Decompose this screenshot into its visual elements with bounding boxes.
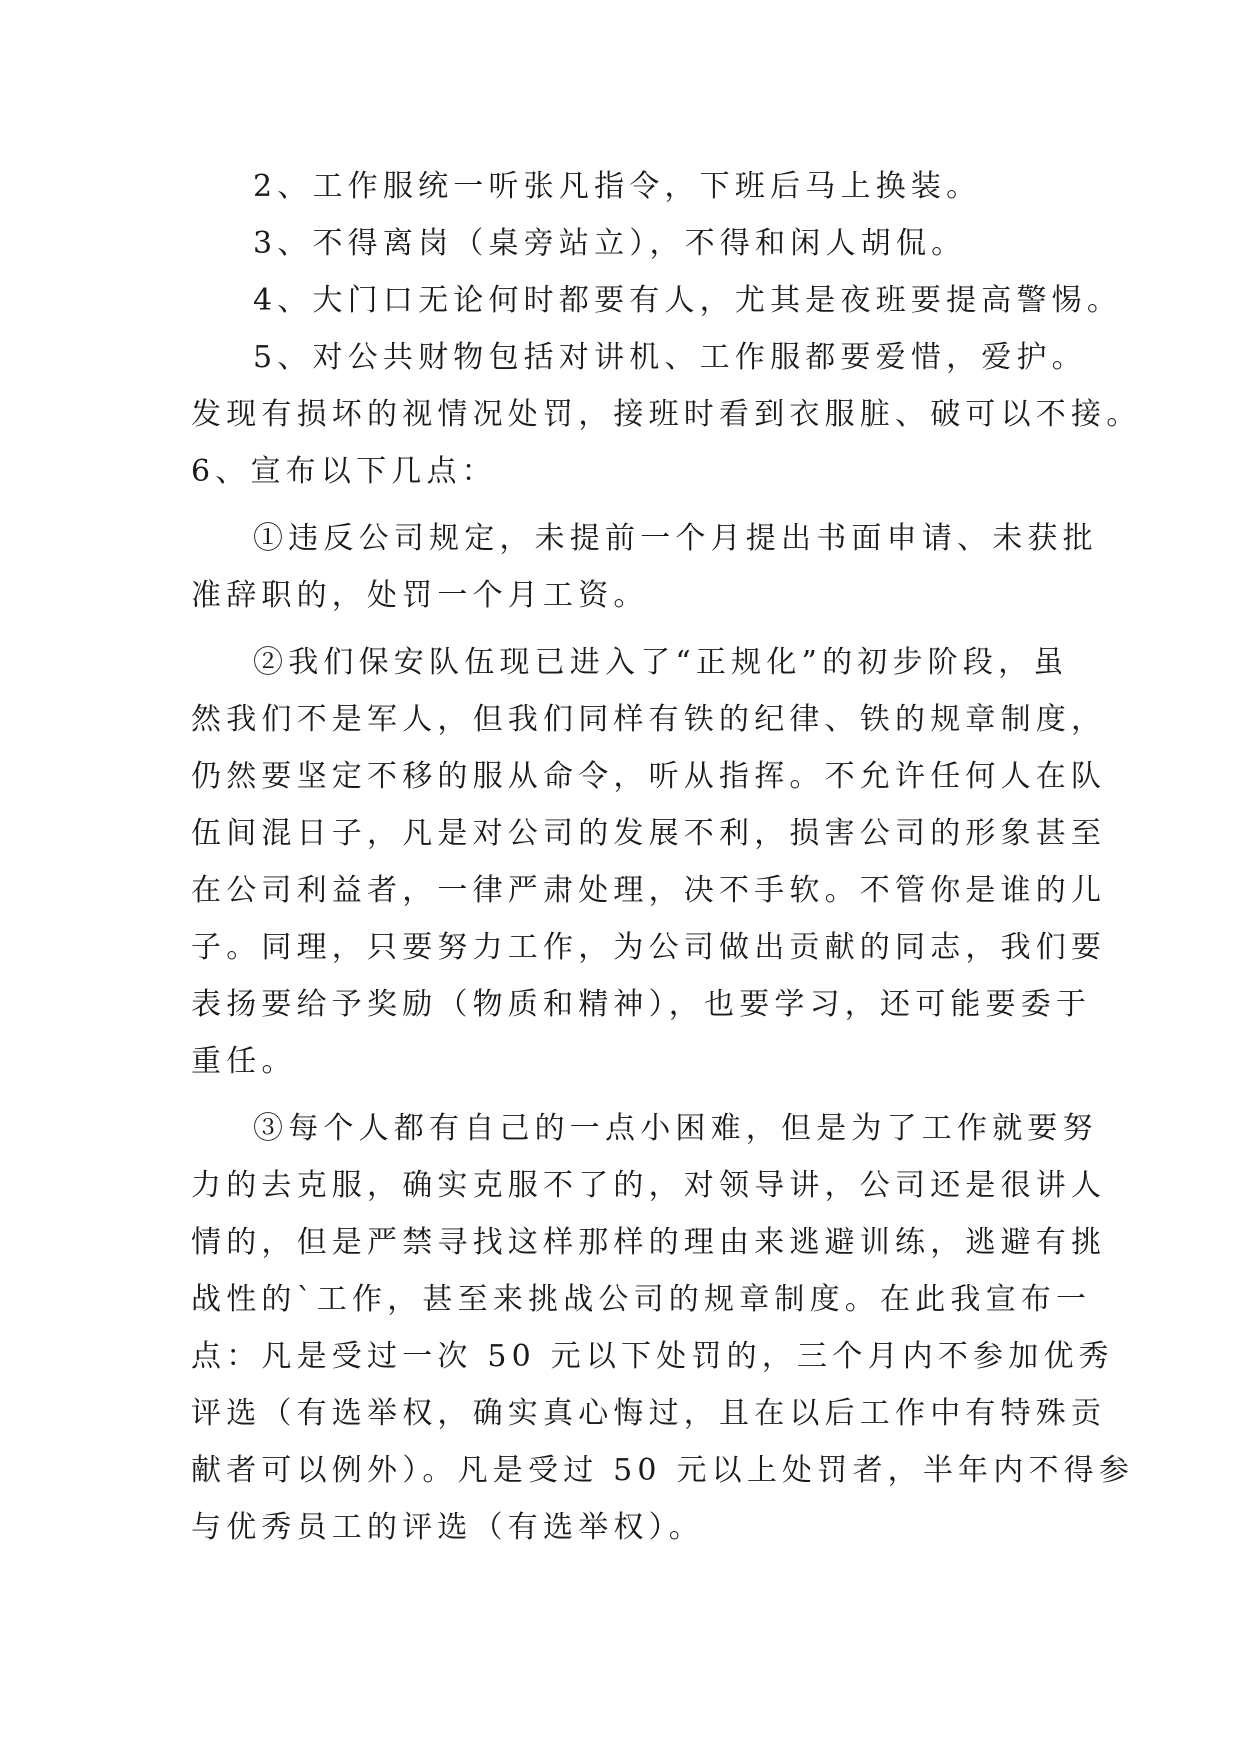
point-3-line-2: 力的去克服，确实克服不了的，对领导讲，公司还是很讲人 [191,1168,1107,1203]
rule-item-5: 5、对公共财物包括对讲机、工作服都要爱惜，爱护。 [253,340,1087,375]
paragraph-gap [191,624,1061,634]
point-2-line-7: 表扬要给予奖励（物质和精神），也要学习，还可能要委于 [191,987,1092,1022]
rule-item-6-heading: 6、宣布以下几点： [191,454,497,489]
point-3-line-7: 献者可以例外）。凡是受过 50 元以上处罚者，半年内不得参 [191,1453,1135,1488]
rule-item-3: 3、不得离岗（桌旁站立），不得和闲人胡侃。 [253,226,967,261]
point-3-line-4: 战性的`工作，甚至来挑战公司的规章制度。在此我宣布一 [191,1282,1092,1317]
document-body [191,158,1142,1556]
point-3-line-1: ③每个人都有自己的一点小困难，但是为了工作就要努 [253,1111,1098,1146]
point-2-line-1: ②我们保安队伍现已进入了“正规化”的初步阶段，虽 [253,645,1069,680]
point-1-line-1: ①违反公司规定，未提前一个月提出书面申请、未获批 [253,521,1098,556]
rule-item-5-continued: 发现有损坏的视情况处罚，接班时看到衣服脏、破可以不接。 [191,397,1142,432]
paragraph-gap [191,500,1061,510]
paragraph-gap [191,1090,1061,1100]
point-3-line-3: 情的，但是严禁寻找这样那样的理由来逃避训练，逃避有挑 [191,1225,1107,1260]
point-2-line-5: 在公司利益者，一律严肃处理，决不手软。不管你是谁的儿 [191,873,1107,908]
rule-item-2: 2、工作服统一听张凡指令，下班后马上换装。 [253,169,982,204]
point-2-line-6: 子。同理，只要努力工作，为公司做出贡献的同志，我们要 [191,930,1107,965]
rule-item-4: 4、大门口无论何时都要有人，尤其是夜班要提高警惕。 [253,283,1123,318]
point-2-line-4: 伍间混日子，凡是对公司的发展不利，损害公司的形象甚至 [191,816,1107,851]
point-2-line-2: 然我们不是军人，但我们同样有铁的纪律、铁的规章制度， [191,702,1107,737]
point-2-line-3: 仍然要坚定不移的服从命令，听从指挥。不允许任何人在队 [191,759,1107,794]
point-3-line-8: 与优秀员工的评选（有选举权）。 [191,1510,704,1545]
point-1-line-2: 准辞职的，处罚一个月工资。 [191,578,649,613]
point-3-line-5: 点：凡是受过一次 50 元以下处罚的，三个月内不参加优秀 [191,1339,1114,1374]
point-3-line-6: 评选（有选举权，确实真心悔过，且在以后工作中有特殊贡 [191,1396,1107,1431]
point-2-line-8: 重任。 [191,1044,297,1079]
